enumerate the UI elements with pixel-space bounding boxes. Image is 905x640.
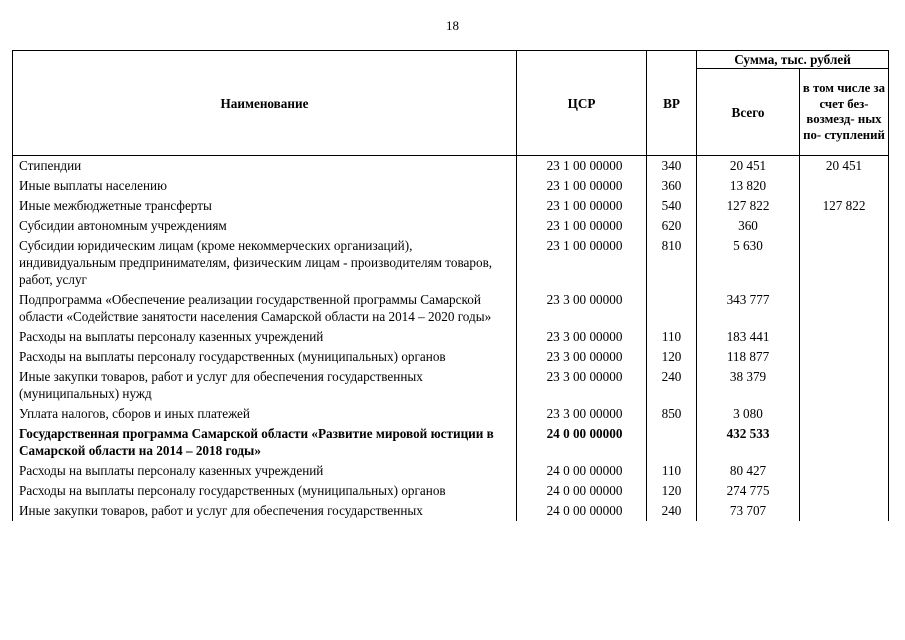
cell-name: Иные выплаты населению [13, 176, 517, 196]
cell-csr: 23 3 00 00000 [517, 367, 647, 404]
table-row [13, 481, 889, 501]
header-total: Всего [697, 69, 800, 156]
cell-csr: 23 1 00 00000 [517, 196, 647, 216]
table-row [13, 404, 889, 424]
cell-total: 343 777 [697, 290, 800, 327]
table-row [13, 501, 889, 521]
table-row [13, 347, 889, 367]
cell-free [800, 327, 889, 347]
cell-free: 20 451 [800, 156, 889, 177]
budget-table [12, 50, 889, 521]
cell-vr [647, 424, 697, 461]
cell-vr: 540 [647, 196, 697, 216]
table-row [13, 196, 889, 216]
cell-vr: 110 [647, 327, 697, 347]
cell-total: 3 080 [697, 404, 800, 424]
cell-vr: 240 [647, 501, 697, 521]
table-row [13, 327, 889, 347]
cell-csr: 23 3 00 00000 [517, 290, 647, 327]
cell-free [800, 367, 889, 404]
cell-free [800, 290, 889, 327]
cell-free [800, 501, 889, 521]
cell-total: 432 533 [697, 424, 800, 461]
cell-total: 118 877 [697, 347, 800, 367]
cell-csr: 23 1 00 00000 [517, 156, 647, 177]
table-body [13, 156, 889, 522]
cell-name: Государственная программа Самарской области «Развитие мировой юстиции в Самарской области на 2014 – 2018 годы» [13, 424, 517, 461]
cell-csr: 24 0 00 00000 [517, 424, 647, 461]
table-row [13, 461, 889, 481]
cell-csr: 23 3 00 00000 [517, 327, 647, 347]
table-row [13, 424, 889, 461]
cell-vr: 360 [647, 176, 697, 196]
cell-free [800, 481, 889, 501]
cell-vr: 810 [647, 236, 697, 290]
cell-free [800, 461, 889, 481]
cell-name: Расходы на выплаты персоналу государственных (муниципальных) органов [13, 347, 517, 367]
cell-free [800, 347, 889, 367]
cell-name: Расходы на выплаты персоналу государственных (муниципальных) органов [13, 481, 517, 501]
table-row [13, 236, 889, 290]
cell-total: 274 775 [697, 481, 800, 501]
cell-vr: 120 [647, 481, 697, 501]
cell-name: Субсидии юридическим лицам (кроме некоммерческих организаций), индивидуальным предпринимателям, физическим лицам - производителям товаров, работ, услуг [13, 236, 517, 290]
cell-csr: 23 1 00 00000 [517, 216, 647, 236]
cell-free [800, 216, 889, 236]
cell-vr: 850 [647, 404, 697, 424]
cell-free [800, 236, 889, 290]
cell-total: 127 822 [697, 196, 800, 216]
cell-total: 360 [697, 216, 800, 236]
cell-vr: 110 [647, 461, 697, 481]
cell-free: 127 822 [800, 196, 889, 216]
cell-name: Субсидии автономным учреждениям [13, 216, 517, 236]
cell-free [800, 424, 889, 461]
header-free: в том числе за счет без- возмезд- ных по- ступлений [800, 69, 889, 156]
cell-name: Расходы на выплаты персоналу казенных учреждений [13, 327, 517, 347]
cell-csr: 24 0 00 00000 [517, 461, 647, 481]
cell-csr: 24 0 00 00000 [517, 481, 647, 501]
cell-total: 13 820 [697, 176, 800, 196]
header-vr: ВР [647, 51, 697, 156]
cell-vr: 620 [647, 216, 697, 236]
cell-vr: 120 [647, 347, 697, 367]
cell-vr [647, 290, 697, 327]
table-row [13, 176, 889, 196]
cell-name: Иные закупки товаров, работ и услуг для обеспечения государственных [13, 501, 517, 521]
cell-total: 38 379 [697, 367, 800, 404]
cell-name: Иные закупки товаров, работ и услуг для обеспечения государственных (муниципальных) нужд [13, 367, 517, 404]
table-header [13, 51, 889, 156]
cell-total: 73 707 [697, 501, 800, 521]
cell-vr: 240 [647, 367, 697, 404]
page-number: 18 [446, 18, 459, 33]
table-row [13, 156, 889, 177]
cell-csr: 24 0 00 00000 [517, 501, 647, 521]
cell-csr: 23 3 00 00000 [517, 404, 647, 424]
cell-total: 20 451 [697, 156, 800, 177]
header-csr: ЦСР [517, 51, 647, 156]
table-row [13, 367, 889, 404]
table-row [13, 216, 889, 236]
cell-name: Расходы на выплаты персоналу казенных учреждений [13, 461, 517, 481]
header-name: Наименование [13, 51, 517, 156]
cell-name: Стипендии [13, 156, 517, 177]
cell-free [800, 176, 889, 196]
cell-csr: 23 1 00 00000 [517, 176, 647, 196]
cell-total: 5 630 [697, 236, 800, 290]
cell-csr: 23 3 00 00000 [517, 347, 647, 367]
cell-free [800, 404, 889, 424]
table-row [13, 290, 889, 327]
cell-vr: 340 [647, 156, 697, 177]
cell-total: 183 441 [697, 327, 800, 347]
cell-csr: 23 1 00 00000 [517, 236, 647, 290]
header-sum: Сумма, тыс. рублей [697, 51, 889, 69]
cell-name: Иные межбюджетные трансферты [13, 196, 517, 216]
cell-name: Уплата налогов, сборов и иных платежей [13, 404, 517, 424]
cell-total: 80 427 [697, 461, 800, 481]
cell-name: Подпрограмма «Обеспечение реализации государственной программы Самарской области «Содействие занятости населения Самарской области на 2014 – 2020 годы» [13, 290, 517, 327]
